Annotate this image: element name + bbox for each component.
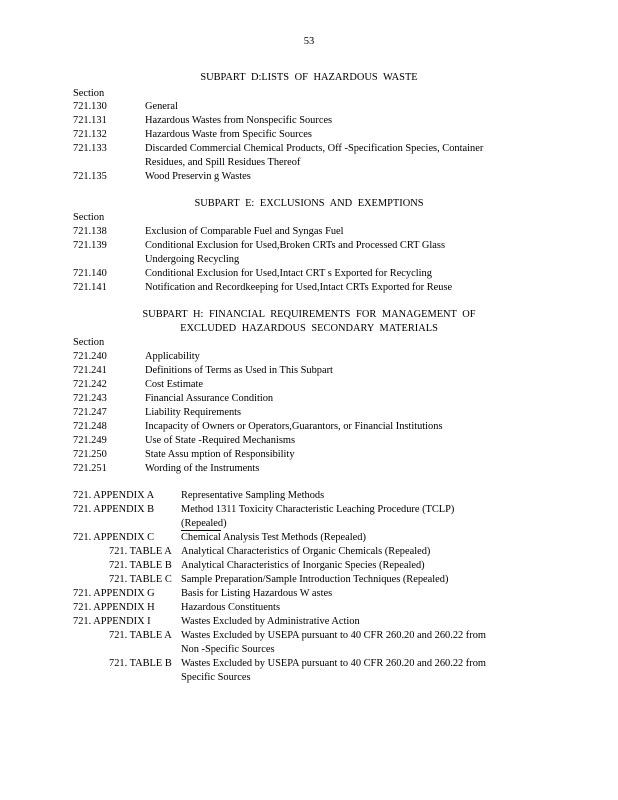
section-number: 721.249: [73, 435, 107, 446]
section-number: 721.140: [73, 268, 107, 279]
section-title: Exclusion of Comparable Fuel and Syngas Fuel: [145, 226, 344, 237]
section-title: Discarded Commercial Chemical Products, Off -Specification Species, Container: [145, 143, 484, 154]
section-title: Financial Assurance Condition: [145, 393, 274, 404]
section-title: Conditional Exclusion for Used,Intact CRT s Exported for Recycling: [145, 268, 432, 279]
section-number: 721.240: [73, 351, 107, 362]
appendix-label: 721. APPENDIX G: [73, 588, 155, 599]
section-number: 721.130: [73, 101, 107, 112]
table-label: 721. TABLE C: [109, 574, 172, 585]
section-number: 721.132: [73, 129, 107, 140]
section-title: General: [145, 101, 178, 112]
section-title: Hazardous Waste from Specific Sources: [145, 129, 312, 140]
section-title-continuation: Residues, and Spill Residues Thereof: [145, 157, 301, 168]
section-title: Wording of the Instruments: [145, 463, 260, 474]
section-title: Use of State -Required Mechanisms: [145, 435, 296, 446]
appendix-title: Basis for Listing Hazardous W astes: [181, 588, 333, 599]
appendix-label: 721. APPENDIX C: [73, 532, 155, 543]
subpart-d-heading: SUBPART D:LISTS OF HAZARDOUS WASTE: [200, 72, 418, 83]
section-title: State Assu mption of Responsibility: [145, 449, 295, 460]
table-title: Analytical Characteristics of Organic Chemicals (Repealed): [181, 546, 431, 557]
section-label: Section: [73, 337, 105, 348]
table-label: 721. TABLE A: [109, 630, 172, 641]
appendix-title: Hazardous Constituents: [181, 602, 280, 613]
section-number: 721.241: [73, 365, 107, 376]
section-number: 721.138: [73, 226, 107, 237]
section-title: Incapacity of Owners or Operators,Guarantors, or Financial Institutions: [145, 421, 443, 432]
appendix-title-continuation: (Repealed): [181, 518, 227, 529]
table-title: Wastes Excluded by USEPA pursuant to 40 CFR 260.20 and 260.22 from: [181, 658, 487, 669]
section-number: 721.242: [73, 379, 107, 390]
section-number: 721.251: [73, 463, 107, 474]
section-number: 721.141: [73, 282, 107, 293]
table-label: 721. TABLE A: [109, 546, 172, 557]
appendix-title: Chemical Analysis Test Methods (Repealed): [181, 532, 366, 543]
section-number: 721.135: [73, 171, 107, 182]
subpart-h-heading: SUBPART H: FINANCIAL REQUIREMENTS FOR MANAGEMENT OF: [142, 309, 476, 320]
table-title-continuation: Specific Sources: [181, 672, 251, 683]
section-number: 721.131: [73, 115, 107, 126]
appendix-title: Representative Sampling Methods: [181, 490, 325, 501]
table-title: Sample Preparation/Sample Introduction Techniques (Repealed): [181, 574, 449, 585]
section-number: 721.250: [73, 449, 107, 460]
section-label: Section: [73, 212, 105, 223]
table-title: Wastes Excluded by USEPA pursuant to 40 CFR 260.20 and 260.22 from: [181, 630, 487, 641]
subpart-h-heading-line-2: EXCLUDED HAZARDOUS SECONDARY MATERIALS: [180, 323, 438, 334]
table-label: 721. TABLE B: [109, 560, 172, 571]
appendix-title: Wastes Excluded by Administrative Action: [181, 616, 360, 627]
table-label: 721. TABLE B: [109, 658, 172, 669]
appendix-label: 721. APPENDIX B: [73, 504, 155, 515]
section-title-continuation: Undergoing Recycling: [145, 254, 240, 265]
appendix-label: 721. APPENDIX A: [73, 490, 155, 501]
section-number: 721.139: [73, 240, 107, 251]
table-title: Analytical Characteristics of Inorganic Species (Repealed): [181, 560, 425, 571]
subpart-e-heading: SUBPART E: EXCLUSIONS AND EXEMPTIONS: [194, 198, 424, 209]
section-title: Liability Requirements: [145, 407, 242, 418]
section-title: Conditional Exclusion for Used,Broken CRTs and Processed CRT Glass: [145, 240, 446, 251]
appendix-label: 721. APPENDIX I: [73, 616, 151, 627]
table-title-continuation: Non -Specific Sources: [181, 644, 275, 655]
section-title: Definitions of Terms as Used in This Subpart: [145, 365, 333, 376]
section-title: Hazardous Wastes from Nonspecific Sources: [145, 115, 333, 126]
appendix-title: Method 1311 Toxicity Characteristic Leaching Procedure (TCLP): [181, 504, 455, 515]
section-title: Wood Preservin g Wastes: [145, 171, 251, 182]
section-label: Section: [73, 88, 105, 99]
page-number: 53: [303, 36, 315, 47]
section-number: 721.133: [73, 143, 107, 154]
section-number: 721.247: [73, 407, 107, 418]
section-title: Cost Estimate: [145, 379, 204, 390]
section-title: Notification and Recordkeeping for Used,Intact CRTs Exported for Reuse: [145, 282, 453, 293]
section-number: 721.248: [73, 421, 107, 432]
section-title: Applicability: [145, 351, 200, 362]
appendix-label: 721. APPENDIX H: [73, 602, 155, 613]
section-number: 721.243: [73, 393, 107, 404]
